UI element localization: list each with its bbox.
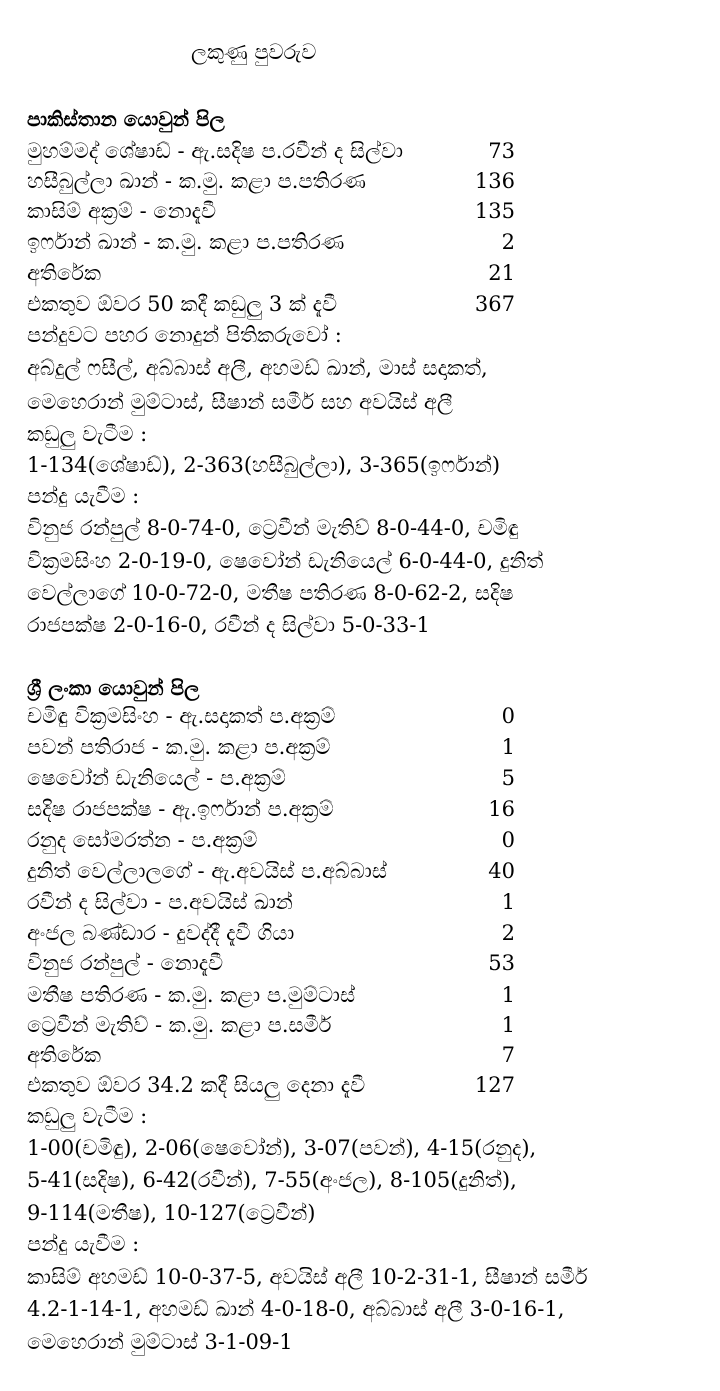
batsman-runs: 1 [501, 983, 515, 1007]
batsman-label: අංජල බණ්ඩාර - දුවද්දී දැවී ගියා [27, 921, 295, 945]
batsman-label: හසීබුල්ලා ඛාන් - ක.මු. කළා ප.පතිරණ [27, 169, 366, 193]
batsman-label: මුහම්මද් ශේෂාඩ් - ඇ.සදිෂ ප.රවීන් ද සිල්වා [27, 139, 404, 163]
pakistan-dnb-line: මෙහෙරාන් මුම්ටාස්, සීෂාන් සමීර් සහ අවයිස් අලී [27, 390, 453, 414]
batsman-runs: 16 [488, 797, 515, 821]
srilanka-heading: ශ්‍රී ලංකා යොවුන් පිල [27, 676, 200, 700]
srilanka-batting-row [27, 856, 515, 886]
batsman-label: දුනිත් වෙල්ලාලගේ - ඇ.අවයිස් ප.අබ්බාස් [27, 859, 387, 883]
pakistan-batting-row [27, 227, 515, 257]
srilanka-batting-row [27, 980, 515, 1010]
batsman-runs: 2 [501, 230, 515, 254]
batsman-label: සදිෂ රාජපක්ෂ - ඇ.ඉර්ෆාන් ප.අක්‍රම් [27, 797, 334, 821]
batsman-label: රනුද සෝමරත්න - ප.අක්‍රම් [27, 828, 258, 852]
extras-label: අතිරේක [27, 261, 102, 285]
batsman-runs: 73 [488, 139, 515, 163]
pakistan-batting-row [27, 196, 515, 226]
total-runs: 127 [474, 1073, 515, 1097]
total-runs: 367 [474, 292, 515, 316]
srilanka-batting-row [27, 948, 515, 978]
batsman-runs: 0 [501, 828, 515, 852]
pakistan-extras-row [27, 258, 515, 288]
batsman-label: කාසිම් අක්‍රම් - නොදැවී [27, 199, 217, 223]
batsman-runs: 5 [501, 766, 515, 790]
srilanka-batting-row [27, 794, 515, 824]
srilanka-extras-row [27, 1040, 515, 1070]
page-title: ලකුණු පුවරුව [191, 40, 317, 64]
batsman-label: පවන් පතිරාජ - ක.මු. කළා ප.අක්‍රම් [27, 735, 331, 759]
total-label: එකතුව ඕවර 34.2 කදී සියලු දෙනා දැවී [27, 1073, 366, 1097]
batsman-label: ඉර්ෆාන් ඛාන් - ක.මු. කළා ප.පතිරණ [27, 230, 345, 254]
pakistan-bowling-heading: පන්දු යැවීම : [27, 484, 140, 508]
batsman-label: චමිඳු වික්‍රමසිංහ - ඇ.සදාකත් ප.අක්‍රම් [27, 704, 336, 728]
srilanka-batting-row [27, 887, 515, 917]
pakistan-total-row [27, 289, 515, 319]
batsman-runs: 2 [501, 921, 515, 945]
extras-runs: 7 [501, 1043, 515, 1067]
srilanka-fow-line: 5-41(සදිෂ), 6-42(රවීන්), 7-55(අංජල), 8-105(දුනිත්), [27, 1168, 517, 1192]
pakistan-fow-line: 1-134(ශේෂාඩ්), 2-363(හසීබුල්ලා), 3-365(ඉර්ෆාන්) [27, 453, 501, 477]
srilanka-total-row [27, 1070, 515, 1100]
extras-runs: 21 [488, 261, 515, 285]
pakistan-bowling-line: විනුජ රන්පුල් 8-0-74-0, ට්‍රෙවීන් මැතිව් 8-0-44-0, චමිඳු [27, 516, 519, 540]
pakistan-dnb-heading: පන්දුවට පහර නොදුන් පිතිකරුවෝ : [27, 323, 342, 347]
pakistan-dnb-line: අබ්දුල් ෆසීල්, අබ්බාස් අලී, අහමඩ් ඛාන්, මාස් සදාකත්, [27, 356, 488, 380]
srilanka-batting-row [27, 732, 515, 762]
srilanka-batting-row [27, 918, 515, 948]
pakistan-batting-row [27, 166, 515, 196]
srilanka-bowling-line: මෙහෙරාන් මුම්ටාස් 3-1-09-1 [27, 1330, 293, 1354]
batsman-label: රවීන් ද සිල්වා - ප.අවයිස් ඛාන් [27, 890, 293, 914]
srilanka-batting-row [27, 825, 515, 855]
srilanka-batting-row [27, 701, 515, 731]
pakistan-bowling-line: වෙල්ලාගේ 10-0-72-0, මතීෂ පතිරණ 8-0-62-2, සදිෂ [27, 581, 514, 605]
batsman-runs: 136 [474, 169, 515, 193]
pakistan-batting-row [27, 136, 515, 166]
batsman-runs: 1 [501, 735, 515, 759]
srilanka-batting-row [27, 1010, 515, 1040]
batsman-runs: 0 [501, 704, 515, 728]
total-label: එකතුව ඕවර 50 කදී කඩුලු 3 ක් දැවී [27, 292, 338, 316]
batsman-label: මතීෂ පතිරණ - ක.මු. කළා ප.මුම්ටාස් [27, 983, 356, 1007]
batsman-runs: 135 [474, 199, 515, 223]
batsman-runs: 53 [488, 951, 515, 975]
srilanka-bowling-heading: පන්දු යැවීම : [27, 1232, 140, 1256]
srilanka-bowling-line: කාසිම් අහමඩ් 10-0-37-5, අවයිස් අලී 10-2-31-1, සීෂාන් සමීර් [27, 1265, 588, 1289]
batsman-runs: 1 [501, 1013, 515, 1037]
srilanka-batting-row [27, 763, 515, 793]
pakistan-bowling-line: වික්‍රමසිංහ 2-0-19-0, ෂෙවෝන් ඩැනියෙල් 6-0-44-0, දුනිත් [27, 549, 544, 573]
srilanka-fow-heading: කඩුලු වැටීම : [27, 1104, 148, 1128]
srilanka-fow-line: 1-00(චමිඳු), 2-06(ෂෙවෝන්), 3-07(පවන්), 4-15(රනුද), [27, 1136, 537, 1160]
extras-label: අතිරේක [27, 1043, 102, 1067]
pakistan-bowling-line: රාජපක්ෂ 2-0-16-0, රවීන් ද සිල්වා 5-0-33-1 [27, 613, 430, 637]
pakistan-heading: පාකිස්තාන යොවුන් පිල [27, 107, 225, 131]
batsman-label: විනුජ රන්පුල් - නොදැවී [27, 951, 224, 975]
batsman-runs: 1 [501, 890, 515, 914]
batsman-runs: 40 [488, 859, 515, 883]
srilanka-bowling-line: 4.2-1-14-1, අහමඩ් ඛාන් 4-0-18-0, අබ්බාස් අලී 3-0-16-1, [27, 1297, 565, 1321]
srilanka-fow-line: 9-114(මතීෂ), 10-127(ට්‍රෙවීන්) [27, 1201, 316, 1225]
batsman-label: ෂෙවෝන් ඩැනියෙල් - ප.අක්‍රම් [27, 766, 286, 790]
batsman-label: ට්‍රෙවීන් මැතිව් - ක.මු. කළා ප.සමීර් [27, 1013, 332, 1037]
pakistan-fow-heading: කඩුලු වැටීම : [27, 422, 148, 446]
